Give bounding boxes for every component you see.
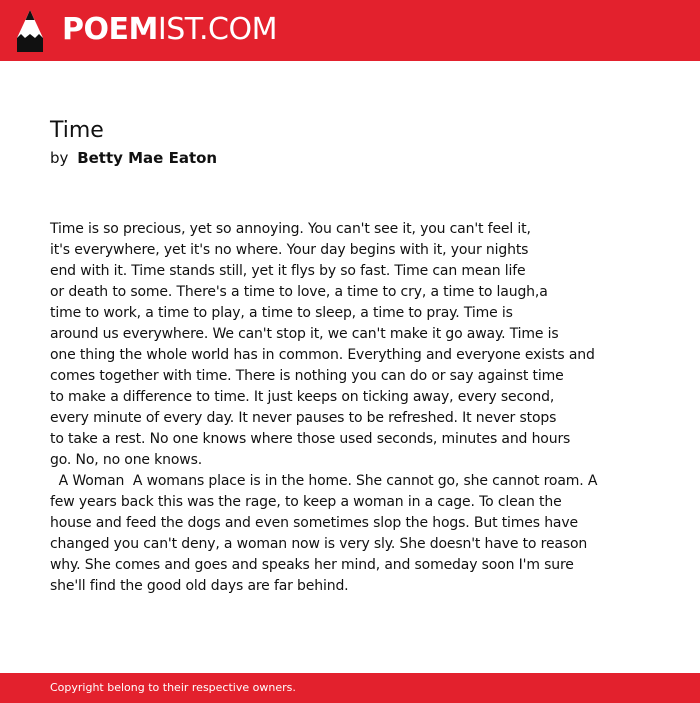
- logo-text-bold: POEM: [62, 12, 158, 47]
- byline: [50, 147, 650, 169]
- poem-line: end with it. Time stands still, yet it flys by so fast. Time can mean life: [50, 263, 526, 279]
- poem-line: to make a difference to time. It just keeps on ticking away, every second,: [50, 389, 555, 405]
- poem-body: [50, 219, 660, 597]
- poem-line: or death to some. There's a time to love, a time to cry, a time to laugh,a: [50, 284, 548, 300]
- poem-line: house and feed the dogs and even sometimes slop the hogs. But times have: [50, 515, 578, 531]
- poem-line: A Woman A womans place is in the home. She cannot go, she cannot roam. A: [50, 473, 598, 489]
- poem-line: go. No, no one knows.: [50, 452, 203, 468]
- poem-line: why. She comes and goes and speaks her mind, and someday soon I'm sure: [50, 557, 574, 573]
- site-header: [0, 0, 700, 61]
- poem-title: Time: [50, 118, 104, 143]
- site-logo[interactable]: [62, 12, 277, 48]
- poem-line: one thing the whole world has in common. Everything and everyone exists and: [50, 347, 595, 363]
- poem-line: changed you can't deny, a woman now is very sly. She doesn't have to reason: [50, 536, 588, 552]
- poem-line: it's everywhere, yet it's no where. Your day begins with it, your nights: [50, 242, 529, 258]
- poem-line: comes together with time. There is nothing you can do or say against time: [50, 368, 564, 384]
- poem-line: she'll find the good old days are far behind.: [50, 578, 349, 594]
- copyright-text: Copyright belong to their respective owners.: [50, 681, 296, 694]
- author-name[interactable]: Betty Mae Eaton: [77, 149, 218, 167]
- poem-line: every minute of every day. It never pauses to be refreshed. It never stops: [50, 410, 557, 426]
- poem-line: few years back this was the rage, to keep a woman in a cage. To clean the: [50, 494, 562, 510]
- poem-line: to take a rest. No one knows where those used seconds, minutes and hours: [50, 431, 571, 447]
- poem-line: around us everywhere. We can't stop it, we can't make it go away. Time is: [50, 326, 559, 342]
- pencil-tip-icon[interactable]: [17, 10, 43, 52]
- logo-text-light: IST.COM: [157, 12, 277, 47]
- site-footer: [0, 673, 700, 703]
- poem-line: Time is so precious, yet so annoying. You can't see it, you can't feel it,: [50, 221, 531, 237]
- byline-prefix: by: [50, 149, 69, 167]
- poem-header: [50, 116, 650, 169]
- poem-line: time to work, a time to play, a time to sleep, a time to pray. Time is: [50, 305, 513, 321]
